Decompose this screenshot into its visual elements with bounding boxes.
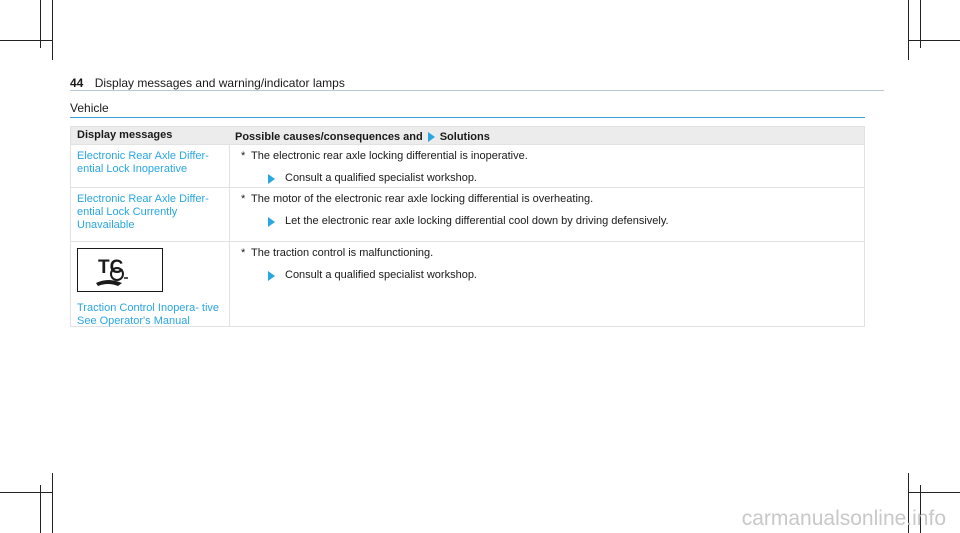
cause-item bbox=[241, 247, 864, 260]
crop-mark bbox=[0, 40, 52, 41]
cause-bullet: * bbox=[241, 193, 246, 205]
svg-text:TC: TC bbox=[98, 257, 124, 278]
solution-item bbox=[268, 269, 864, 282]
display-messages-table bbox=[70, 126, 865, 327]
traction-control-icon bbox=[77, 248, 163, 292]
cause-item bbox=[241, 150, 864, 163]
solution-item bbox=[268, 172, 864, 185]
solution-item bbox=[268, 215, 864, 228]
cause-text: The electronic rear axle locking differential is inoperative. bbox=[251, 150, 528, 162]
col-header-solutions-label: Solutions bbox=[439, 130, 490, 143]
cause-bullet: * bbox=[241, 247, 246, 259]
crop-mark bbox=[908, 40, 960, 41]
display-message: Electronic Rear Axle Differ- ential Lock Inoperative bbox=[71, 145, 230, 187]
display-message-cell bbox=[71, 242, 230, 326]
solution-arrow-icon bbox=[428, 132, 435, 142]
solution-arrow-icon bbox=[268, 271, 275, 281]
cause-text: The motor of the electronic rear axle locking differential is overheating. bbox=[251, 193, 594, 205]
col-header-display-messages: Display messages bbox=[77, 129, 173, 141]
watermark: carmanualsonline.info bbox=[741, 507, 946, 530]
cause-item bbox=[241, 193, 864, 206]
cause-bullet: * bbox=[241, 150, 246, 162]
cause-text: The traction control is malfunctioning. bbox=[251, 247, 434, 259]
page-header-title: Display messages and warning/indicator lamps bbox=[94, 76, 345, 90]
crop-mark bbox=[908, 0, 909, 60]
cause-solution-cell bbox=[230, 145, 864, 187]
header-divider bbox=[70, 90, 884, 91]
solution-text: Consult a qualified specialist workshop. bbox=[285, 172, 477, 184]
crop-mark bbox=[52, 0, 53, 60]
solution-text: Let the electronic rear axle locking differential cool down by driving defensively. bbox=[285, 215, 669, 227]
table-row bbox=[71, 144, 864, 187]
table-row bbox=[71, 241, 864, 326]
cause-solution-cell bbox=[230, 188, 864, 241]
display-message: Traction Control Inopera- tive See Operator's Manual bbox=[77, 302, 220, 327]
solution-arrow-icon bbox=[268, 174, 275, 184]
crop-mark bbox=[908, 492, 960, 493]
page-header bbox=[70, 76, 345, 90]
display-message: Electronic Rear Axle Differ- ential Lock Currently Unavailable bbox=[71, 188, 230, 241]
col-header-causes-label: Possible causes/consequences and bbox=[235, 130, 423, 143]
page-number: 44 bbox=[70, 76, 84, 90]
solution-text: Consult a qualified specialist workshop. bbox=[285, 269, 477, 281]
crop-mark bbox=[52, 473, 53, 533]
section-title: Vehicle bbox=[70, 101, 109, 115]
table-row bbox=[71, 187, 864, 241]
table-header bbox=[71, 127, 864, 144]
col-header-causes bbox=[230, 127, 864, 144]
solution-arrow-icon bbox=[268, 217, 275, 227]
crop-mark bbox=[0, 492, 52, 493]
cause-solution-cell bbox=[230, 242, 864, 326]
section-divider bbox=[70, 117, 865, 118]
